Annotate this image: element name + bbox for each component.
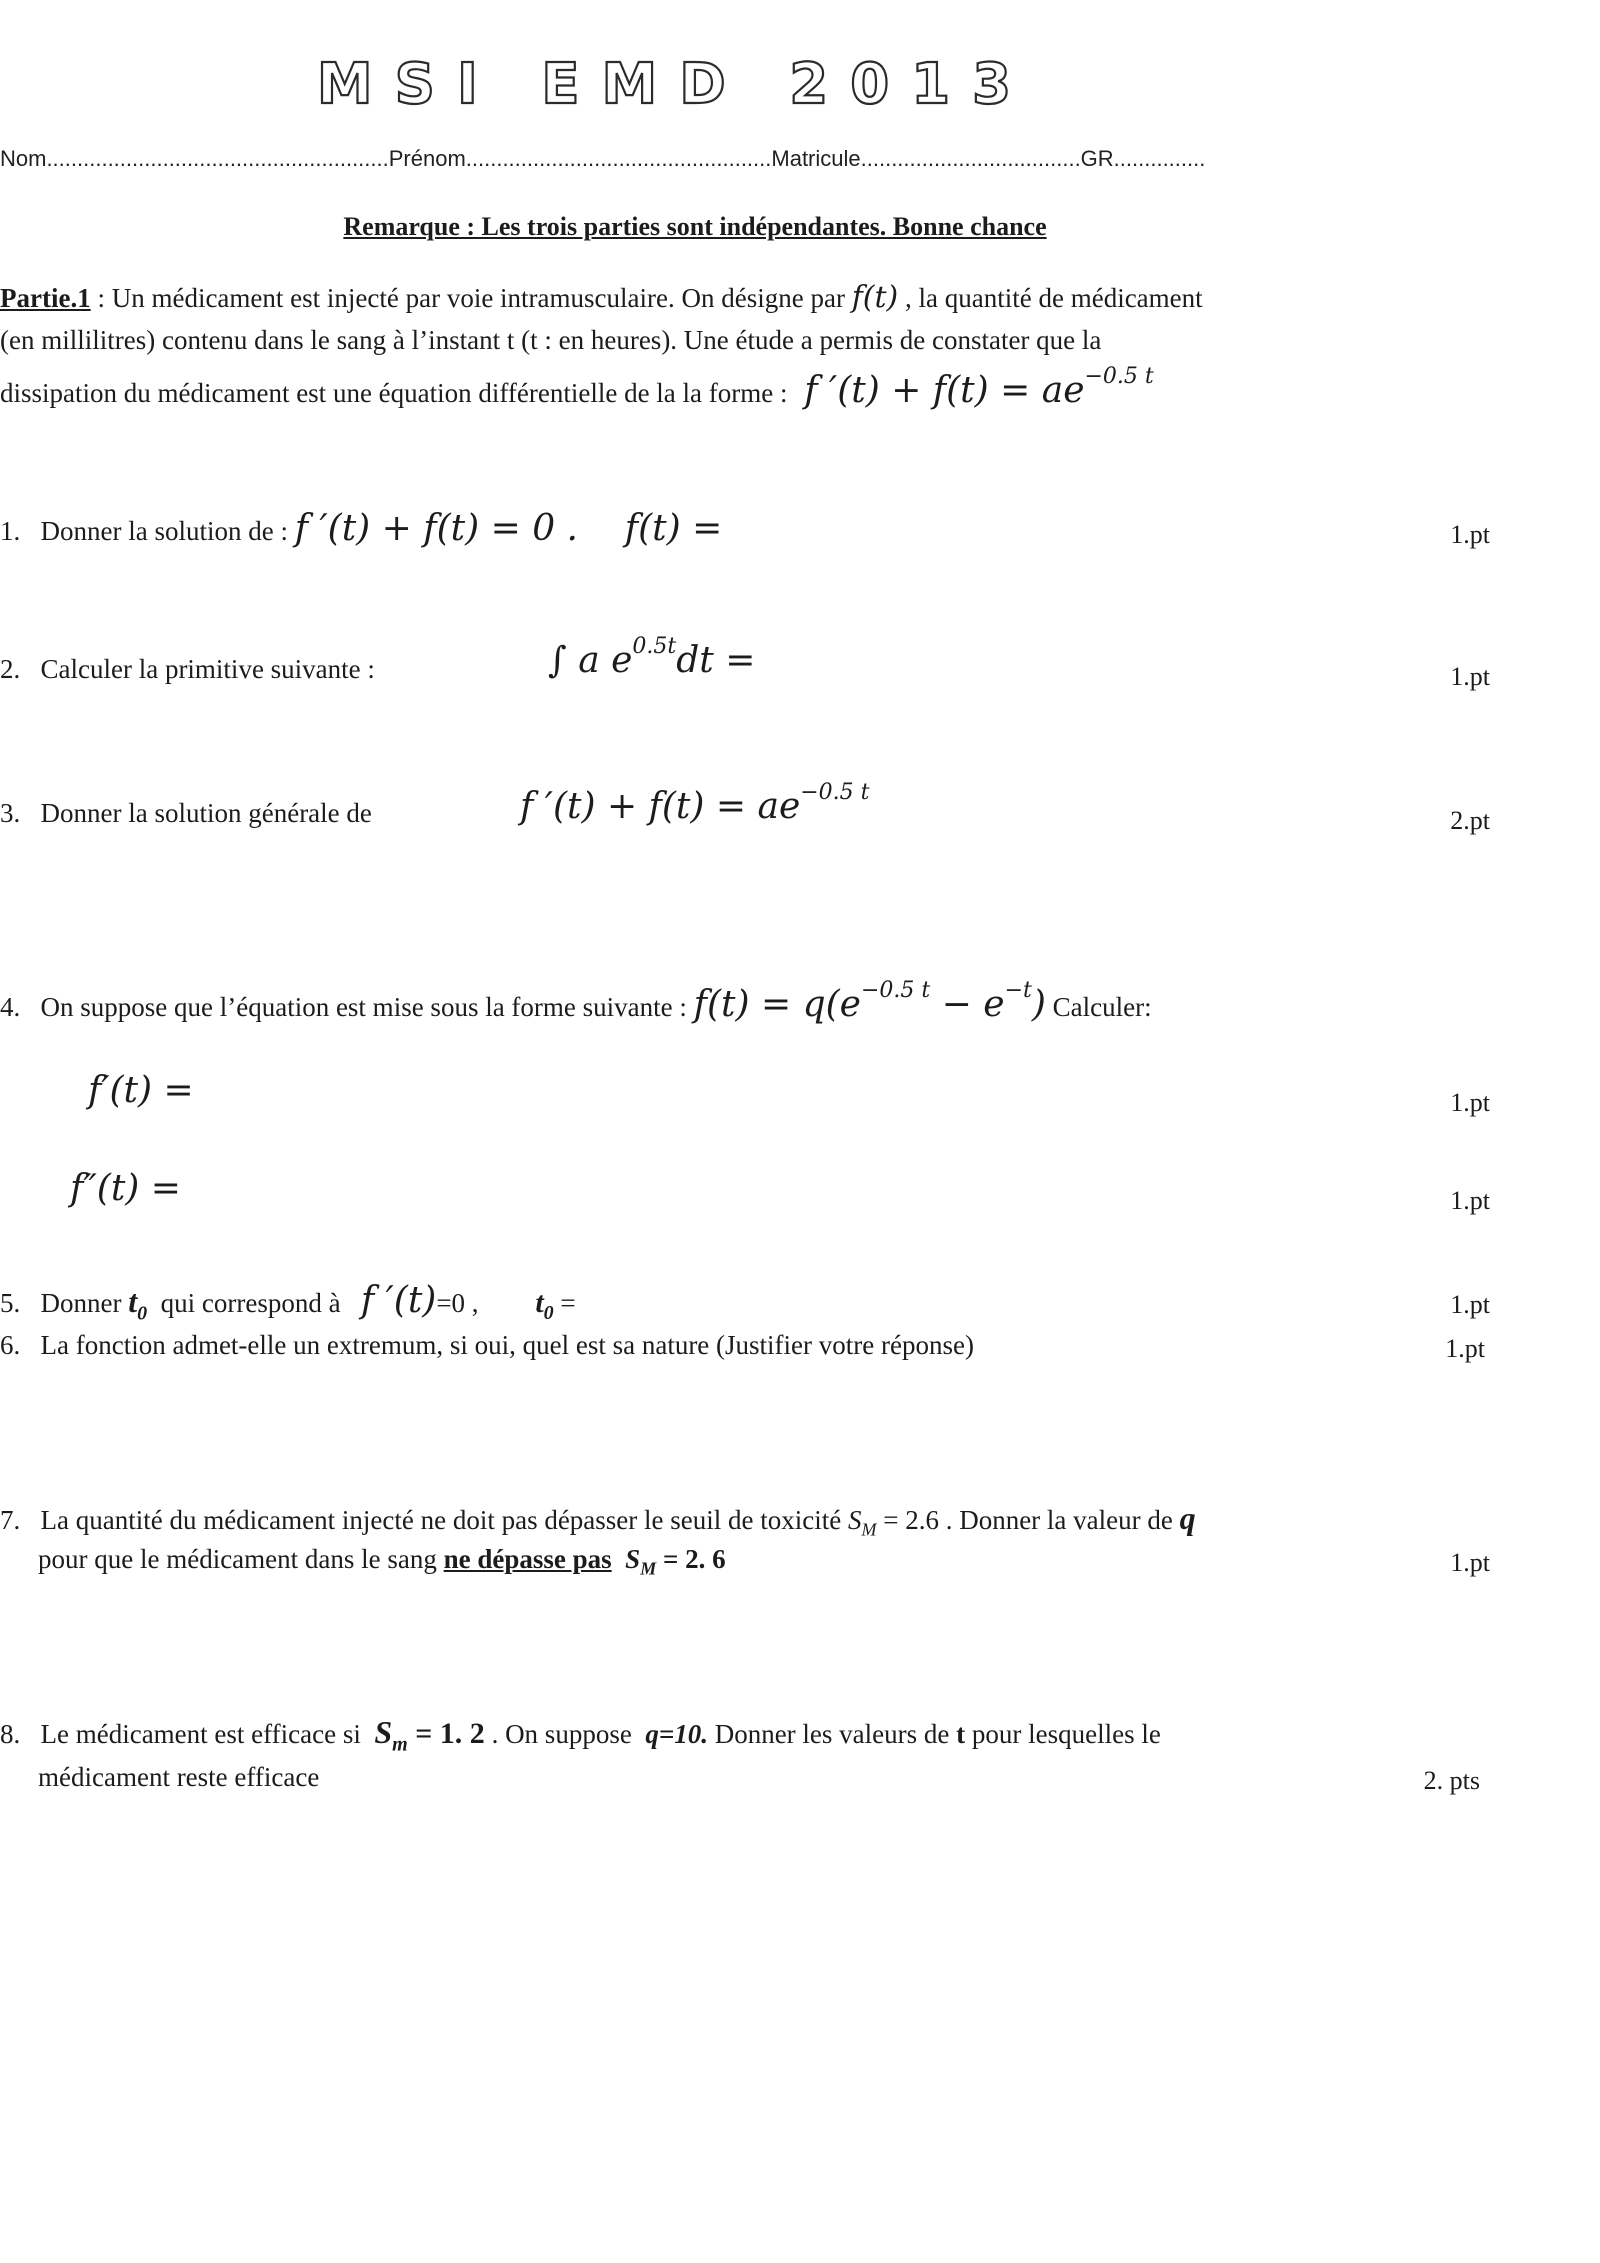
question-6-points: 1.pt [1445, 1334, 1485, 1363]
question-7-line1: 7. La quantité du médicament injecté ne doit pas dépasser le seuil de toxicité $S_M = 2.6$ . Donner la valeur de q [0, 1500, 1196, 1540]
question-8-line2: médicament reste efficace [38, 1762, 320, 1792]
partie1-intro-line3: dissipation du médicament est une équation différentielle de la la forme : f $'(t) + f(t) = ae^{-0.5 t}$ [0, 364, 1154, 411]
question-7-line2: pour que le médicament dans le sang ne dépasse pas $S_M = 2$. 6 [38, 1544, 726, 1579]
question-1-points: 1.pt [1450, 520, 1490, 549]
question-4-first-derivative: f′(t) = [88, 1070, 194, 1111]
partie1-label: Partie.1 [0, 283, 91, 313]
intro-equation: f $'(t) + f(t) = ae^{-0.5 t}$ [804, 364, 1154, 411]
question-8-points: 2. pts [1423, 1766, 1480, 1795]
question-4a-points: 1.pt [1450, 1088, 1490, 1117]
question-8-line1: 8. Le médicament est efficace si $S_m = 1$. 2 . On suppose q=10. Donner les valeurs de t pour lesquelles le [0, 1714, 1161, 1756]
question-6: 6. La fonction admet-elle un extremum, si oui, quel est sa nature (Justifier votre réponse) [0, 1330, 974, 1360]
question-4-second-derivative: f″(t) = [70, 1168, 181, 1209]
question-2-points: 1.pt [1450, 662, 1490, 691]
question-2-integral: ∫ a $e^{0.5t}dt$ = [548, 634, 756, 681]
remark: Remarque : Les trois parties sont indépendantes. Bonne chance [343, 212, 1047, 241]
question-5-points: 1.pt [1450, 1290, 1490, 1319]
question-2: 2. Calculer la primitive suivante : [0, 654, 375, 684]
question-3-equation: f $'(t) + f(t) = ae^{-0.5 t}$ [520, 780, 870, 827]
exam-title: MSI EMD 2013 [316, 52, 1034, 117]
question-3-points: 2.pt [1450, 806, 1490, 835]
question-5: 5. Donner $t_0$ qui correspond à f ′(t)=0 , $t_0$ = [0, 1280, 576, 1325]
question-7-points: 1.pt [1450, 1548, 1490, 1577]
partie1-intro-line1: Partie.1 : Un médicament est injecté par voie intramusculaire. On désigne par f(t) , la quantité de médicament [0, 280, 1203, 315]
partie1-intro-line2: (en millilitres) contenu dans le sang à l’instant t (t : en heures). Une étude a permis de constater que la [0, 325, 1102, 355]
question-1: 1. Donner la solution de : f ′(t) + f(t) = 0 . f(t) = [0, 508, 723, 549]
question-3: 3. Donner la solution générale de [0, 798, 372, 828]
question-4: 4. On suppose que l’équation est mise sous la forme suivante : $f(t) = q(e^{-0.5 t} - e^{-t})$ Calculer: [0, 978, 1152, 1025]
identification-line: Nom........................................................Prénom..................................................Matricule....................................GR............... [0, 146, 1206, 171]
question-4b-points: 1.pt [1450, 1186, 1490, 1215]
